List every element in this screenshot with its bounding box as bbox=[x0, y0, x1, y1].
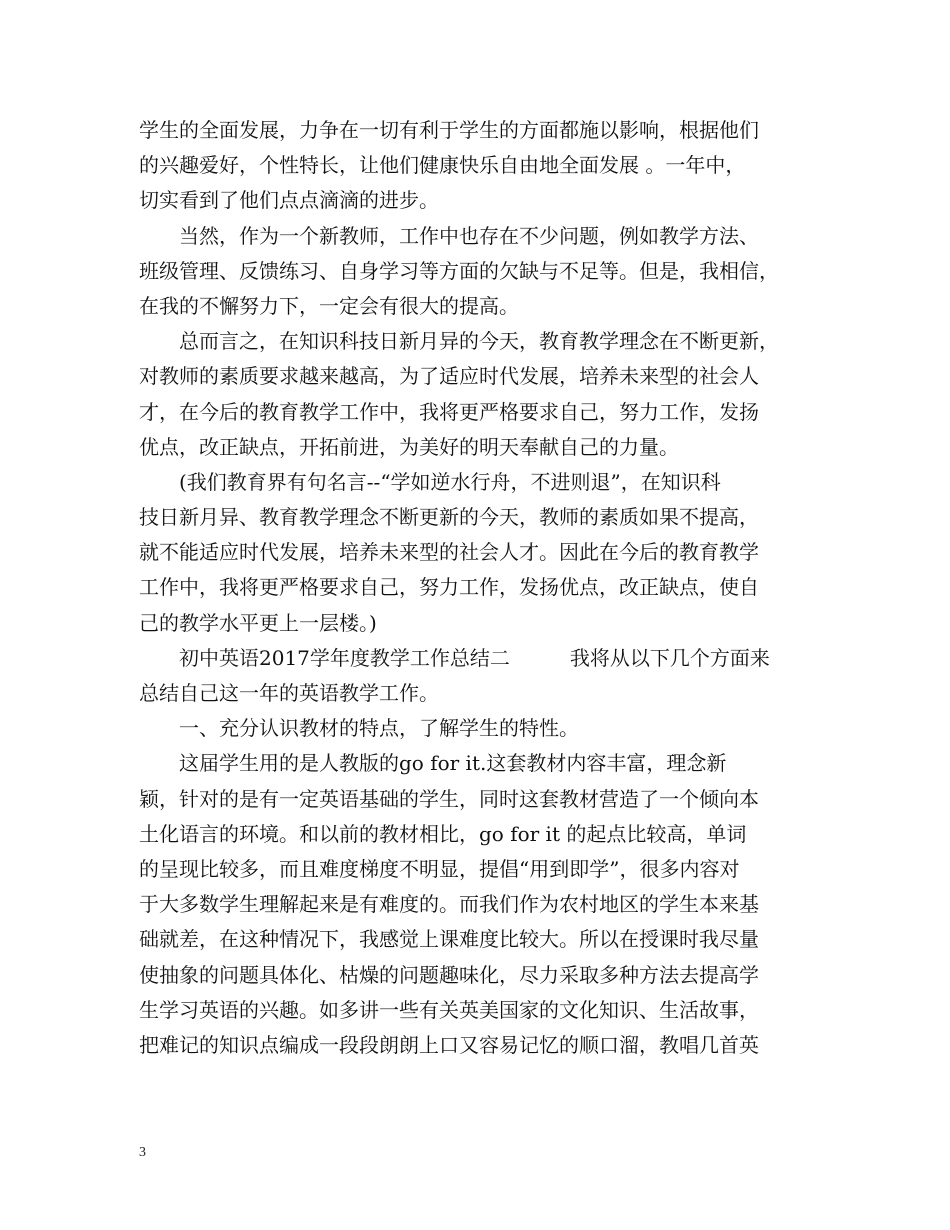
body-text bbox=[139, 113, 829, 1063]
text-line: 颖，针对的是有一定英语基础的学生，同时这套教材营造了一个倾向本 bbox=[139, 786, 759, 811]
text-line: 工作中，我将更严格要求自己，努力工作，发扬优点，改正缺点，使自 bbox=[139, 575, 759, 600]
text-line: 这届学生用的是人教版的go for it.这套教材内容丰富，理念新 bbox=[139, 751, 727, 776]
text-line: 初中英语2017学年度教学工作总结二 我将从以下几个方面来 bbox=[139, 645, 770, 670]
text-line: 于大多数学生理解起来是有难度的。而我们作为农村地区的学生本来基 bbox=[139, 892, 759, 917]
text-line: (我们教育界有句名言--“学如逆水行舟，不进则退”，在知识科 bbox=[139, 469, 721, 494]
text-line: 班级管理、反馈练习、自身学习等方面的欠缺与不足等。但是，我相信， bbox=[139, 258, 779, 283]
section-heading: 一、充分认识教材的特点，了解学生的特性。 bbox=[139, 716, 579, 741]
text-line: 的呈现比较多，而且难度梯度不明显，提倡“用到即学”，很多内容对 bbox=[139, 856, 740, 881]
text-line: 技日新月异、教育教学理念不断更新的今天，教师的素质如果不提高， bbox=[139, 505, 759, 530]
text-line: 切实看到了他们点点滴滴的进步。 bbox=[139, 188, 439, 213]
text-line: 总结自己这一年的英语教学工作。 bbox=[139, 681, 439, 705]
text-line: 土化语言的环境。和以前的教材相比，go for it 的起点比较高，单词 bbox=[139, 821, 747, 846]
text-line: 生学习英语的兴趣。如多讲一些有关英美国家的文化知识、生活故事， bbox=[139, 997, 759, 1022]
text-line: 就不能适应时代发展，培养未来型的社会人才。因此在今后的教育教学 bbox=[139, 540, 759, 565]
text-line: 总而言之，在知识科技日新月异的今天，教育教学理念在不断更新， bbox=[139, 329, 779, 354]
text-line: 础就差，在这种情况下，我感觉上课难度比较大。所以在授课时我尽量 bbox=[139, 927, 759, 952]
text-line: 使抽象的问题具体化、枯燥的问题趣味化，尽力采取多种方法去提高学 bbox=[139, 962, 759, 987]
text-line: 己的教学水平更上一层楼。) bbox=[139, 610, 377, 635]
text-line: 的兴趣爱好，个性特长，让他们健康快乐自由地全面发展 。一年中， bbox=[139, 153, 746, 178]
text-line: 当然，作为一个新教师，工作中也存在不少问题，例如教学方法、 bbox=[139, 223, 759, 248]
text-line: 优点，改正缺点，开拓前进，为美好的明天奉献自己的力量。 bbox=[139, 434, 679, 459]
text-line: 学生的全面发展，力争在一切有利于学生的方面都施以影响，根据他们 bbox=[139, 118, 759, 142]
text-line: 才，在今后的教育教学工作中，我将更严格要求自己，努力工作，发扬 bbox=[139, 399, 759, 424]
text-line: 对教师的素质要求越来越高，为了适应时代发展，培养未来型的社会人 bbox=[139, 364, 759, 389]
page-number: 3 bbox=[139, 1145, 146, 1160]
text-line: 在我的不懈努力下，一定会有很大的提高。 bbox=[139, 293, 519, 318]
text-line: 把难记的知识点编成一段段朗朗上口又容易记忆的顺口溜，教唱几首英 bbox=[139, 1032, 759, 1057]
